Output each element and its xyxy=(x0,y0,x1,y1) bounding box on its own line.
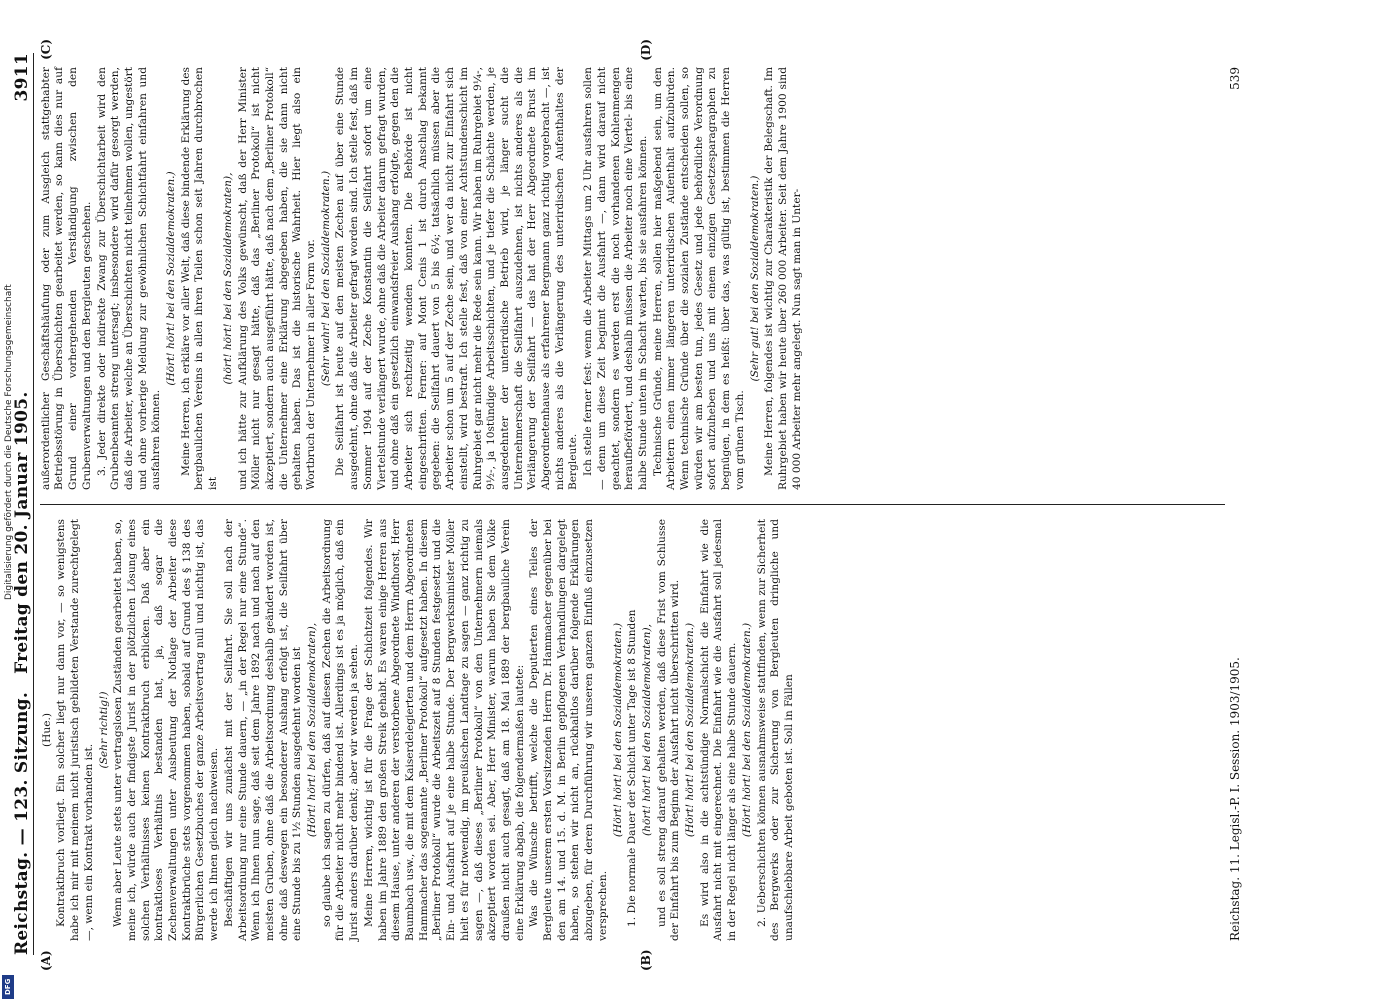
document-page xyxy=(10,35,1300,975)
header-title: Reichstag. — 123. Sitzung. xyxy=(12,691,32,955)
interjection: (Sehr richtig!) xyxy=(97,691,110,769)
digitization-credit: Digitalisierung gefördert durch die Deutsche Forschungsgemeinschaft xyxy=(4,284,14,600)
paragraph: 2. Ueberschichten können ausnahmsweise stattfinden, wenn zur Sicherheit des Bergwerks oder zur Sicherung von Bergleuten dringliche und unaufschiebbare Arbeit geboten ist. Soll in Fällen xyxy=(755,519,795,941)
paragraph: so glaube ich sagen zu dürfen, daß auf diesen Zechen die Arbeitsordnung für die Arbeiter nicht mehr bindend ist. Allerdings ist es ja möglich, daß ein Jurist anders darüber denkt; aber wir werden ja sehen. xyxy=(320,519,361,941)
paragraph: Was die Wünsche betrifft, welche die Deputierten eines Teiles der Bergleute unserem ersten Vorsitzenden Herrn Dr. Hammacher gegenüber bei den am 14. und 15. d. M. in Berlin gepflogenen Verhandlungen dargelegt haben, so stehen wir nicht an, rückhaltlos darüber folgende Erklärungen abzugeben, für deren Durchführung wir unseren ganzen Einfluß einzusetzen versprechen. xyxy=(528,519,609,941)
margin-letter-b: (B) xyxy=(638,949,653,971)
page-footer xyxy=(1229,53,1243,955)
paragraph: Kontraktbruch vorliegt. Ein solcher liegt nur dann vor, — so wenigstens habe ich mir mit meinem nicht juristisch gebildeten Verstande zurechtgelegt —, wenn ein Kontrakt vorhanden ist. xyxy=(55,519,95,941)
interjection: (Sehr gut! bei den Sozialdemokraten.) xyxy=(748,175,761,382)
paragraph: Meine Herren, wichtig ist für die Frage der Schichtzeit folgendes. Wir haben im Jahre 1889 den großen Streik gehabt. Es waren einige Herren aus diesem Hause, unter anderen der verstorbene Abgeordnete Windthorst, Herr Baumbach usw., die mit dem Kaiserdelegierten und dem Herrn Abgeordneten Hammacher das sogenannte „Berliner Protokoll“ aufgesetzt haben. In diesem „Berliner Protokoll“ wurde die Arbeitszeit auf 8 Stunden festgesetzt und die Ein- und Ausfahrt auf je eine halbe Stunde. Der Bergwerksminister Möller hielt es für notwendig, im preußischen Landtage zu sagen — ganz richtig zu sagen —, daß dieses „Berliner Protokoll“ von den Unternehmern niemals akzeptiert worden sei. Aber, Herr Minister, warum haben Sie dem Volke draußen nicht auch gesagt, daß am 18. Mai 1889 der bergbauliche Verein eine Erklärung abgab, die folgendermaßen lautete: xyxy=(362,519,526,941)
page-number: 3911 xyxy=(12,53,32,102)
paragraph: Meine Herren, folgendes ist wichtig zur Charakteristik der Belegschaft. Im Ruhrgebiet haben wir heute über 260 000 Arbeiter. Seit dem Jahre 1900 sind 40 000 Arbeiter mehr angelegt. Nun sagt man in Unter- xyxy=(763,67,803,490)
footer-source: Reichstag. 11. Legisl.-P. I. Session. 1903/1905. xyxy=(1227,657,1242,941)
paragraph: außerordentlicher Geschäftshäufung oder zum Ausgleich stattgehabter Betriebsstörung in Überschichten gearbeitet werden, so kann dies nur auf Grund einer vorhergehenden Verständigung zwischen den Grubenverwaltungen und den Bergleuten geschehen. xyxy=(39,67,93,490)
margin-letter-d: (D) xyxy=(638,39,653,61)
paragraph: Die Seilfahrt ist heute auf den meisten Zechen auf über eine Stunde ausgedehnt, ohne daß die Arbeiter gefragt worden sind. Ich stelle fest, daß im Sommer 1904 auf der Zeche Konstantin die Seilfahrt sofort um eine Viertelstunde verlängert wurde, ohne daß die Arbeiter darum gefragt wurden, und ohne daß ein gesetzlich einwandsfreier Aushang erfolgte, gegen den die Arbeiter sich rechtzeitig wenden konnten. Die Behörde ist nicht eingeschritten. Ferner: auf Mont Cenis 1 ist durch Anschlag bekannt gegeben: die Seilfahrt dauert von 5 bis 6¼; tatsächlich müssen aber die Arbeiter schon um 5 auf der Zeche sein, und wer da nicht zur Einfahrt sich einstellt, wird bestraft. Ich stelle fest, daß von einer Achtstundenschicht im Ruhrgebiet gar nicht mehr die Rede sein kann. Wir haben im Ruhrgebiet 9¼-, 9½-, ja 10stündige Arbeitsschichten, und je tiefer die Schächte werden, je ausgedehnter der unterirdische Betrieb wird, je länger sucht die Unternehmerschaft die Seilfahrt auszudehnen, ist nichts anderes als die Verlängerung der Seilfahrt — das hat der Herr Abgeordnete Brust im Abgeordnetenhause als erfahrener Bergmann ganz richtig vorgebracht —, ist nichts anderes als die Verlängerung des unterirdischen Aufenthaltes der Bergleute. xyxy=(334,67,580,490)
running-head xyxy=(12,53,34,955)
interjection: (Hört! hört! bei den Sozialdemokraten.) xyxy=(611,622,624,838)
header-date: Freitag den 20. Januar 1905. xyxy=(12,391,32,674)
left-column xyxy=(40,504,1225,955)
paragraph: Es wird also in die achtstündige Normalschicht die Einfahrt wie die Ausfahrt nicht mit eingerechnet. Die Einfahrt wie die Ausfahrt soll jedesmal in der Regel nicht länger als eine halbe Stunde dauern. xyxy=(698,519,739,941)
speaker-name: (Hue.) xyxy=(40,713,53,747)
paragraph: und es soll streng darauf gehalten werden, daß diese Frist vom Schlusse der Einfahrt bis zum Beginn der Ausfahrt nicht überschritten wird. xyxy=(655,519,682,941)
interjection: (Hört! hört! bei den Sozialdemokraten.) xyxy=(740,622,753,838)
paragraph: Beschäftigen wir uns zunächst mit der Seilfahrt. Sie soll nach der Arbeitsordnung nur eine Stunde dauern, — „in der Regel nur eine Stunde“. Wenn ich Ihnen nun sage, daß seit dem Jahre 1892 nach und nach auf den meisten Gruben, ohne daß die Arbeitsordnung deshalb geändert worden ist, ohne daß deswegen ein besonderer Aushang erfolgt ist, die Seilfahrt über eine Stunde bis zu 1½ Stunden ausgedehnt worden ist xyxy=(222,519,304,941)
paragraph: und ich hätte zur Aufklärung des Volks gewünscht, daß der Herr Minister Möller nicht nur gesagt hätte, daß das „Berliner Protokoll“ ist nicht akzeptiert, sondern auch ausgeführt hätte, daß nach dem „Berliner Protokoll“ die Unternehmer eine Erklärung abgegeben haben, die sie dann nicht gehalten haben. Das ist die historische Wahrheit. Hier liegt also ein Wortbruch der Unternehmer in aller Form vor. xyxy=(236,67,318,490)
paragraph: Ich stelle ferner fest: wenn die Arbeiter Mittags um 2 Uhr ausfahren sollen — denn um diese Zeit beginnt die Ausfahrt —, dann wird darauf nicht geachtet, sondern es werden erst die noch vorhandenen Kohlenmengen heraufbefördert, und deshalb müssen die Arbeiter noch eine Viertel- bis eine halbe Stunde unten im Schacht warten, bis sie ausfahren können. xyxy=(582,67,649,490)
interjection: (hört! hört! bei den Sozialdemokraten), xyxy=(640,624,653,836)
margin-letter-c: (C) xyxy=(38,39,53,60)
paragraph: Technische Gründe, meine Herren, sollen hier maßgebend sein, um den Arbeitern einen immer längeren unterirdischen Aufenthalt aufzubürden. Wenn technische Gründe über die sozialen Zustände entscheiden sollen, so würden wir am besten tun, jedes Gesetz und jede behördliche Verordnung sofort aufzuheben und uns mit einem einzigen Gesetzesparagraphen zu begnügen, in dem es heißt: über das, was gültig ist, bestimmen die Herren vom grünen Tisch. xyxy=(651,67,746,490)
footer-page-number: 539 xyxy=(1227,67,1242,90)
interjection: (hört! hört! bei den Sozialdemokraten), xyxy=(221,172,234,385)
paragraph: 1. Die normale Dauer der Schicht unter Tage ist 8 Stunden xyxy=(626,609,639,927)
paragraph: 3. Jeder direkte oder indirekte Zwang zur Überschichtarbeit wird den Grubenbeamten streng untersagt; insbesondere wird dafür gesorgt werden, daß die Arbeiter, welche an Überschichten nicht teilnehmen wollen, ungestört und ohne vorherige Meldung zur gewöhnlichen Schichtfahrt einfahren und ausfahren können. xyxy=(95,67,163,490)
dfg-logo-icon: DFG xyxy=(2,975,14,999)
margin-letter-a: (A) xyxy=(38,950,53,971)
interjection: (Hört! hört! bei den Sozialdemokraten.) xyxy=(684,622,697,838)
paragraph: Wenn aber Leute stets unter vertragslosen Zuständen gearbeitet haben, so, meine ich, würde auch der findigste Jurist in der plötzlichen Lösung eines solchen Verhältnisses keinen Kontraktbruch erblicken. Daß aber ein kontraktloses Verhältnis bestanden hat, ja, daß sogar die Zechenverwaltungen unter Ausbeutung der Notlage der Arbeiter diese Kontraktbrüche stets vorgenommen haben, sobald auf Grund des § 138 des Bürgerlichen Gesetzbuches der ganze Arbeitsvertrag null und nichtig ist, das werde ich Ihnen gleich nachweisen. xyxy=(112,519,221,941)
interjection: (Hört! hört! bei den Sozialdemokraten.) xyxy=(165,171,178,386)
text-columns xyxy=(38,39,1225,971)
interjection: (Sehr wahr! bei den Sozialdemokraten.) xyxy=(319,170,332,387)
interjection: (Hört! hört! bei den Sozialdemokraten), xyxy=(306,622,319,838)
right-column xyxy=(40,53,1225,504)
paragraph: Meine Herren, ich erkläre vor aller Welt, daß diese bindende Erklärung des bergbaulichen Vereins in allen ihren Teilen schon seit Jahren durchbrochen ist xyxy=(179,67,220,490)
